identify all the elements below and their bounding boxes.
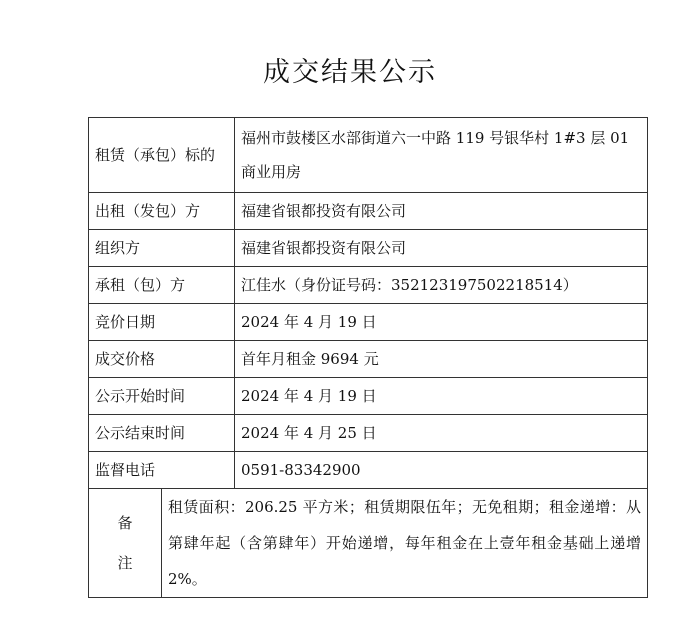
row-value-start-time: 2024 年 4 月 19 日: [235, 378, 648, 415]
row-label-price: 成交价格: [89, 341, 235, 378]
row-value-bid-date: 2024 年 4 月 19 日: [235, 304, 648, 341]
row-label-lessee: 承租（包）方: [89, 267, 235, 304]
row-value-organizer: 福建省银都投资有限公司: [235, 230, 648, 267]
result-table: [88, 117, 648, 598]
note-label: [89, 489, 162, 598]
note-label-char-1: 备: [117, 514, 133, 532]
row-value-lessee: 江佳水（身份证号码：352123197502218514）: [235, 267, 648, 304]
row-label-phone: 监督电话: [89, 452, 235, 489]
row-value-phone: 0591-83342900: [235, 452, 648, 489]
row-value-price: 首年月租金 9694 元: [235, 341, 648, 378]
row-value-subject: 福州市鼓楼区水部街道六一中路 119 号银华村 1#3 层 01 商业用房: [235, 118, 648, 193]
table-row: [89, 415, 648, 452]
row-value-end-time: 2024 年 4 月 25 日: [235, 415, 648, 452]
table-row: [89, 452, 648, 489]
row-label-start-time: 公示开始时间: [89, 378, 235, 415]
row-label-bid-date: 竞价日期: [89, 304, 235, 341]
row-label-end-time: 公示结束时间: [89, 415, 235, 452]
page-title: 成交结果公示: [263, 57, 437, 88]
row-value-lessor: 福建省银都投资有限公司: [235, 193, 648, 230]
table-row: [89, 378, 648, 415]
table-row: [89, 489, 648, 598]
table-row: [89, 267, 648, 304]
row-label-lessor: 出租（发包）方: [89, 193, 235, 230]
table-row: [89, 304, 648, 341]
note-label-char-2: 注: [117, 554, 133, 572]
table-row: [89, 193, 648, 230]
table-row: [89, 341, 648, 378]
row-label-subject: 租赁（承包）标的: [89, 118, 235, 193]
table-row: [89, 230, 648, 267]
table-row: [89, 118, 648, 193]
row-label-organizer: 组织方: [89, 230, 235, 267]
note-text: 租赁面积：206.25 平方米；租赁期限伍年；无免租期；租金递增：从第肆年起（含第肆年）开始递增，每年租金在上壹年租金基础上递增 2%。: [162, 489, 648, 598]
